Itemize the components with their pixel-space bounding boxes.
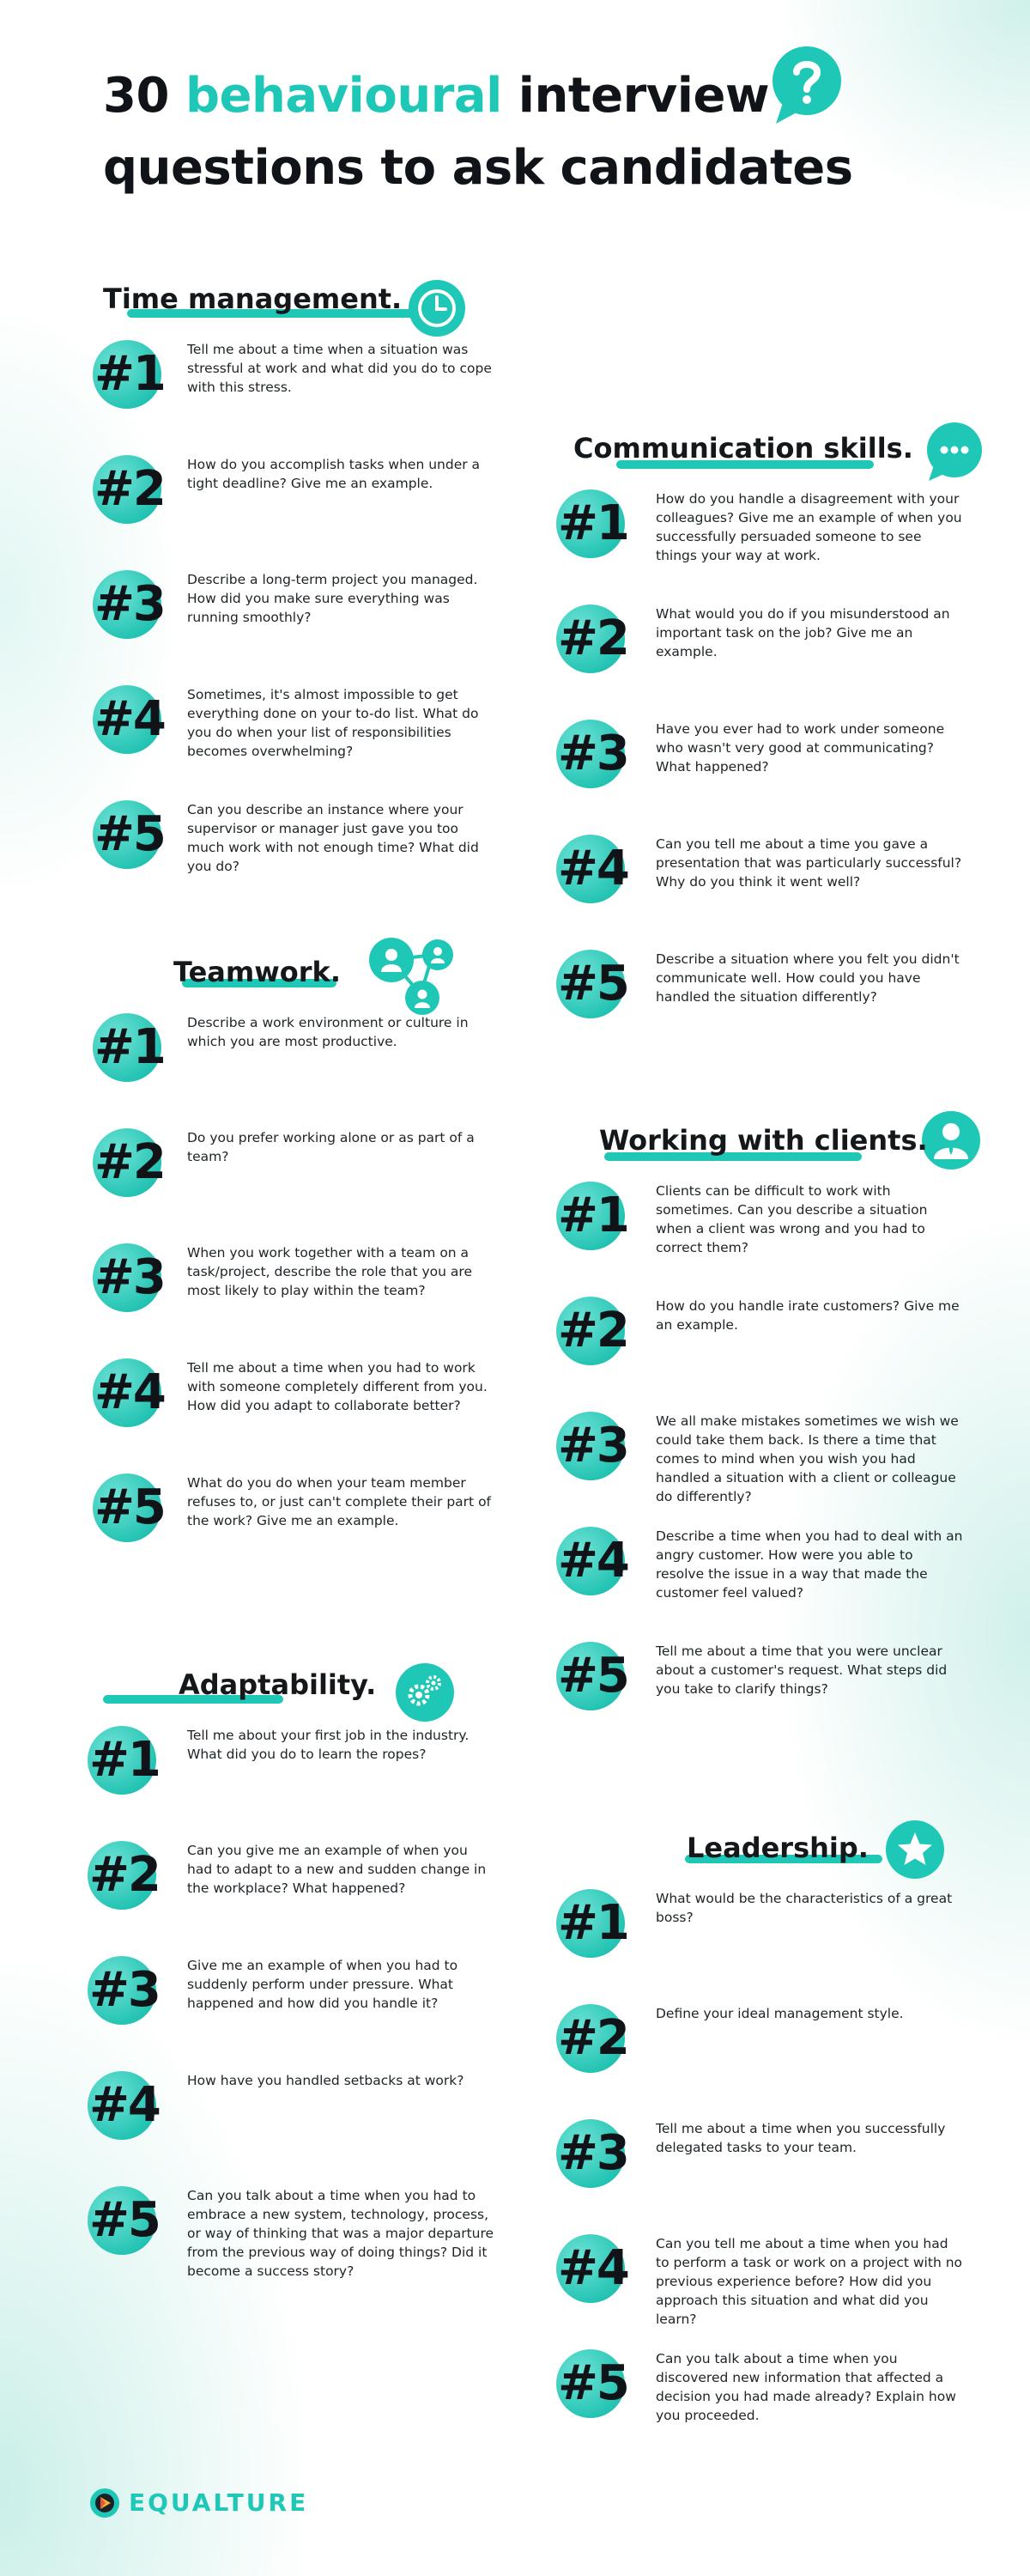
question-number: #3 bbox=[558, 2125, 628, 2181]
question-item bbox=[556, 489, 1003, 584]
section-title: Teamwork. bbox=[173, 956, 341, 988]
question-text: Describe a time when you had to deal with an angry customer. How were you able to resolve the issue in a way that made the customer feel valued? bbox=[656, 1528, 963, 1601]
question-item bbox=[556, 835, 1003, 929]
page-title: 30 behavioural interview questions to ask candidates bbox=[103, 68, 853, 196]
question-text: Describe a work environment or culture in which you are most productive. bbox=[187, 1015, 469, 1049]
question-number: #4 bbox=[94, 1364, 165, 1420]
question-item bbox=[93, 570, 539, 665]
question-text: Can you tell me about a time you gave a presentation that was particularly successful? Why do you think it went well? bbox=[656, 836, 962, 890]
question-number: #5 bbox=[89, 2192, 160, 2248]
question-number: #4 bbox=[89, 2077, 160, 2133]
question-text: Tell me about a time when you had to work with someone completely different from you. How did you adapt to collaborate better? bbox=[187, 1360, 488, 1413]
question-number: #4 bbox=[558, 2240, 628, 2296]
question-number: #1 bbox=[89, 1732, 160, 1788]
question-number: #4 bbox=[558, 841, 628, 896]
team-network-icon bbox=[367, 934, 462, 1020]
question-item bbox=[556, 1642, 1003, 1736]
section-header bbox=[93, 953, 539, 1013]
question-item bbox=[556, 1297, 1003, 1391]
section-title: Adaptability. bbox=[179, 1668, 377, 1701]
question-number: #3 bbox=[94, 1249, 165, 1305]
question-text: What would be the characteristics of a great boss? bbox=[656, 1891, 953, 1925]
question-number: #3 bbox=[94, 576, 165, 632]
section-header bbox=[88, 1666, 534, 1726]
question-text: Tell me about your first job in the industry. What did you do to learn the ropes? bbox=[187, 1728, 470, 1762]
question-number: #5 bbox=[558, 2355, 628, 2411]
question-text: Can you talk about a time when you discovered new information that affected a decision you had made already? Explain how you proceeded. bbox=[656, 2351, 956, 2423]
title-accent: behavioural bbox=[185, 68, 502, 124]
question-text: How do you accomplish tasks when under a tight deadline? Give me an example. bbox=[187, 457, 481, 491]
question-text: Can you talk about a time when you had to embrace a new system, technology, process, or way of thinking that was a major departure from the previous way of doing things? Did it become a success story? bbox=[187, 2188, 494, 2279]
section-title: Working with clients. bbox=[599, 1124, 928, 1157]
question-number: #5 bbox=[94, 806, 165, 862]
question-number: #5 bbox=[94, 1479, 165, 1535]
question-item bbox=[556, 2119, 1003, 2214]
question-text: We all make mistakes sometimes we wish we could take them back. Is there a time that comes to mind when you wish you had handled a situation with a client or colleague do differently? bbox=[656, 1413, 959, 1504]
question-item bbox=[88, 1956, 534, 2050]
section-header bbox=[93, 280, 539, 340]
question-number: #5 bbox=[558, 956, 628, 1012]
question-item bbox=[556, 1412, 1003, 1506]
question-text: What would you do if you misunderstood an important task on the job? Give me an example. bbox=[656, 606, 950, 659]
question-number: #3 bbox=[89, 1962, 160, 2018]
question-item bbox=[556, 950, 1003, 1044]
chat-bubble-icon bbox=[924, 421, 985, 486]
question-item bbox=[93, 1358, 539, 1453]
question-number: #1 bbox=[558, 495, 628, 551]
question-number: #1 bbox=[94, 346, 165, 402]
gears-icon bbox=[395, 1662, 455, 1726]
question-item bbox=[88, 1726, 534, 1820]
question-item bbox=[93, 685, 539, 780]
section-title: Leadership. bbox=[687, 1832, 869, 1864]
question-number: #5 bbox=[558, 1648, 628, 1704]
question-bubble-icon bbox=[764, 43, 850, 129]
equalture-logo-icon bbox=[89, 2488, 120, 2518]
star-icon bbox=[884, 1819, 946, 1884]
question-text: Describe a situation where you felt you didn't communicate well. How could you have handled the situation differently? bbox=[656, 951, 960, 1005]
section-title: Time management. bbox=[103, 283, 403, 315]
section-adaptability bbox=[88, 1666, 534, 2279]
section-clients bbox=[556, 1121, 1003, 1704]
question-item bbox=[556, 605, 1003, 699]
question-item bbox=[93, 455, 539, 550]
question-text: What do you do when your team member refuses to, or just can't complete their part of the work? Give me an example. bbox=[187, 1475, 492, 1528]
question-number: #1 bbox=[558, 1188, 628, 1243]
question-text: Describe a long-term project you managed. How did you make sure everything was running smoothly? bbox=[187, 572, 478, 625]
question-item bbox=[93, 1128, 539, 1223]
question-item bbox=[556, 2234, 1003, 2329]
question-number: #2 bbox=[94, 461, 165, 517]
question-item bbox=[556, 1182, 1003, 1276]
question-item bbox=[93, 1243, 539, 1338]
question-item bbox=[556, 720, 1003, 814]
question-number: #2 bbox=[89, 1847, 160, 1903]
question-item bbox=[556, 2349, 1003, 2444]
question-text: How do you handle irate customers? Give me an example. bbox=[656, 1298, 960, 1333]
question-text: Tell me about a time when you successfully delegated tasks to your team. bbox=[656, 2121, 946, 2155]
question-number: #2 bbox=[558, 1303, 628, 1358]
question-number: #4 bbox=[94, 691, 165, 747]
question-item bbox=[88, 2071, 534, 2166]
question-text: Have you ever had to work under someone who wasn't very good at communicating? What happened? bbox=[656, 721, 945, 775]
question-text: How have you handled setbacks at work? bbox=[187, 2073, 464, 2088]
question-text: Tell me about a time that you were unclear about a customer's request. What steps did you take to clarify things? bbox=[656, 1643, 948, 1697]
question-item bbox=[556, 1889, 1003, 1984]
question-number: #1 bbox=[558, 1895, 628, 1951]
question-item bbox=[88, 1841, 534, 1935]
question-text: Do you prefer working alone or as part of a team? bbox=[187, 1130, 475, 1164]
question-text: Can you tell me about a time when you had to perform a task or work on a project with no previous experience before? How did you approach this situation and what did you learn? bbox=[656, 2236, 962, 2327]
question-text: Can you give me an example of when you had to adapt to a new and sudden change in the workplace? What happened? bbox=[187, 1843, 487, 1896]
section-header bbox=[556, 1829, 1003, 1889]
section-title: Communication skills. bbox=[573, 432, 913, 465]
question-text: Tell me about a time when a situation was stressful at work and what did you do to cope with this stress. bbox=[187, 342, 492, 395]
section-communication bbox=[556, 429, 1003, 1012]
question-item bbox=[93, 800, 539, 895]
question-number: #3 bbox=[558, 1418, 628, 1473]
question-item bbox=[556, 1527, 1003, 1621]
question-item bbox=[93, 340, 539, 434]
question-number: #2 bbox=[558, 2010, 628, 2066]
question-text: Can you describe an instance where your supervisor or manager just gave you too much work with not enough time? What did you do? bbox=[187, 802, 479, 874]
question-item bbox=[93, 1473, 539, 1568]
section-header bbox=[556, 1121, 1003, 1182]
section-time-management bbox=[93, 280, 539, 874]
question-number: #2 bbox=[558, 611, 628, 666]
section-leadership bbox=[556, 1829, 1003, 2423]
question-text: Clients can be difficult to work with sometimes. Can you describe a situation when a client was wrong and you had to correct them? bbox=[656, 1183, 928, 1255]
section-header bbox=[556, 429, 1003, 489]
question-item bbox=[88, 2186, 534, 2281]
question-item bbox=[93, 1013, 539, 1108]
brand-name: EQUALTURE bbox=[129, 2488, 309, 2517]
question-number: #4 bbox=[558, 1533, 628, 1589]
question-text: When you work together with a team on a task/project, describe the role that you are most likely to play within the team? bbox=[187, 1245, 472, 1298]
client-person-icon bbox=[920, 1109, 982, 1175]
question-text: Give me an example of when you had to suddenly perform under pressure. What happened and how did you handle it? bbox=[187, 1958, 458, 2011]
question-number: #2 bbox=[94, 1134, 165, 1190]
question-number: #1 bbox=[94, 1019, 165, 1075]
question-text: Sometimes, it's almost impossible to get everything done on your to-do list. What do you do when your list of responsibilities becomes overwhelming? bbox=[187, 687, 479, 759]
section-teamwork bbox=[93, 953, 539, 1535]
question-item bbox=[556, 2004, 1003, 2099]
question-text: Define your ideal management style. bbox=[656, 2006, 904, 2021]
top-note bbox=[635, 0, 1013, 7]
question-text: How do you handle a disagreement with your colleagues? Give me an example of when you successfully persuaded someone to see things your way at work. bbox=[656, 491, 962, 563]
question-number: #3 bbox=[558, 726, 628, 781]
